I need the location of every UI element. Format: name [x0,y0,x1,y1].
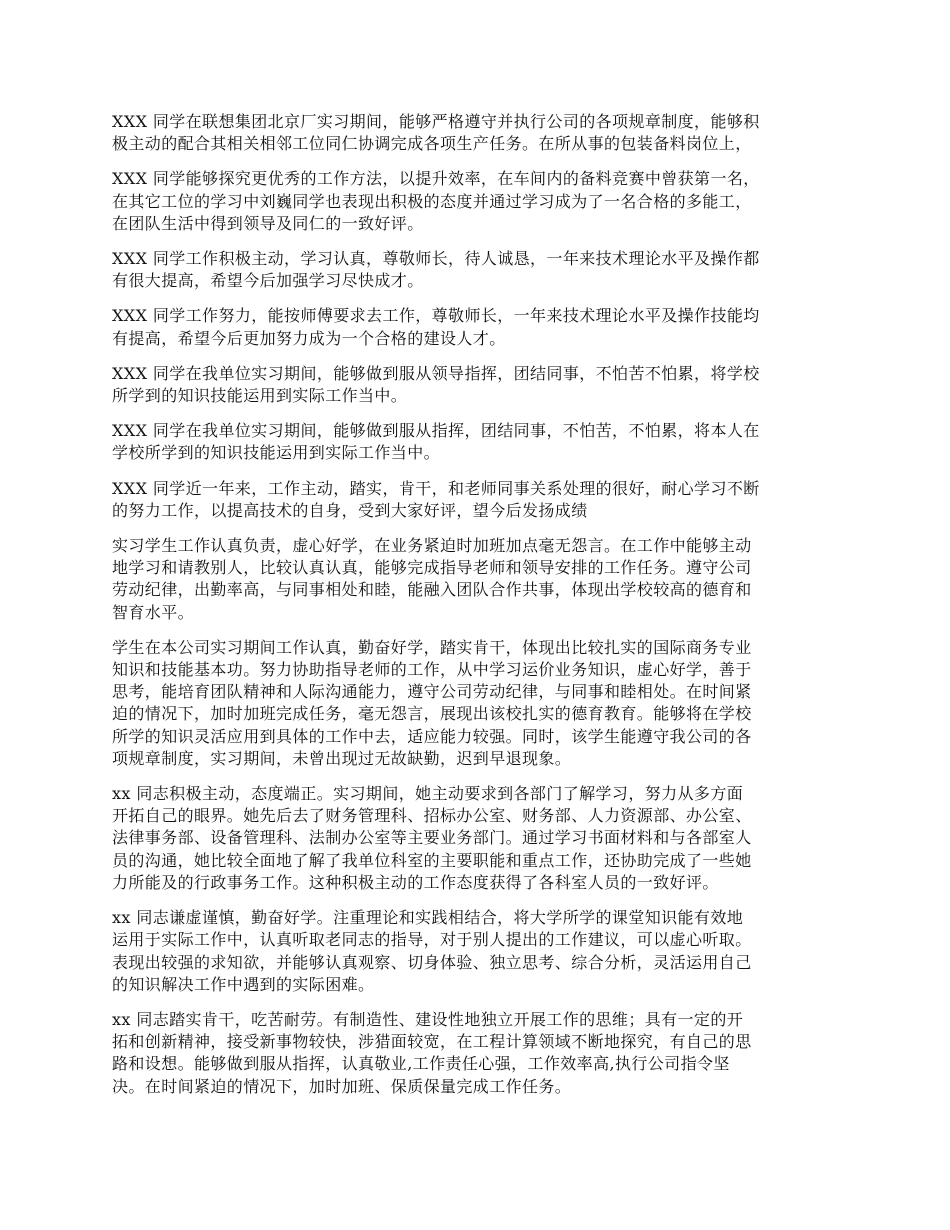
paragraph-line: 决。在时间紧迫的情况下，加时加班、保质保量完成工作任务。 [112,1076,572,1096]
paragraph-line: XXX 同学在我单位实习期间，能够做到服从领导指挥，团结同事，不怕苦不怕累，将学校 [112,363,760,383]
paragraph-line: 法律事务部、设备管理科、法制办公室等主要业务部门。通过学习书面材料和与各部室人 [112,828,752,848]
paragraph-line: xx 同志积极主动，态度端正。实习期间，她主动要求到各部门了解学习，努力从多方面 [112,784,744,804]
paragraph-line: 路和设想。能够做到服从指挥，认真敬业,工作责任心强，工作效率高,执行公司指令坚 [112,1054,730,1074]
paragraph-line: 开拓自己的眼界。她先后去了财务管理科、招标办公室、财务部、人力资源部、办公室、 [112,806,752,826]
paragraph-line: 学生在本公司实习期间工作认真，勤奋好学，踏实肯干，体现出比较扎实的国际商务专业 [112,637,752,657]
paragraph-4 [112,305,840,349]
paragraph-line: 表现出较强的求知欲，并能够认真观察、切身体验、独立思考、综合分析，灵活运用自己 [112,952,752,972]
paragraph-line: 智育水平。 [112,602,195,622]
paragraph-line: 的知识解决工作中遇到的实际困难。 [112,974,375,994]
paragraph-3 [112,248,840,292]
paragraph-7 [112,478,840,522]
paragraph-line: XXX 同学工作努力，能按师傅要求去工作，尊敬师长，一年来技术理论水平及操作技能均 [112,306,760,326]
paragraph-line: 迫的情况下，加时加班完成任务，毫无怨言，展现出该校扎实的德育教育。能够将在学校 [112,704,752,724]
paragraph-line: XXX 同学近一年来，工作主动，踏实，肯干，和老师同事关系处理的很好，耐心学习不断 [112,478,760,498]
paragraph-11 [112,907,840,996]
paragraph-line: 力所能及的行政事务工作。这种积极主动的工作态度获得了各科室人员的一致好评。 [112,872,719,892]
paragraph-line: 运用于实际工作中，认真听取老同志的指导，对于别人提出的工作建议，可以虚心听取。 [112,930,752,950]
paragraph-line: 的努力工作，以提高技术的自身，受到大家好评，望今后发扬成绩 [112,500,588,520]
paragraph-line: XXX 同学在联想集团北京厂实习期间，能够严格遵守并执行公司的各项规章制度，能够积 [112,112,760,131]
paragraph-line: XXX 同学在我单位实习期间，能够做到服从指挥，团结同事，不怕苦，不怕累，将本人在 [112,421,760,441]
paragraph-10 [112,783,840,894]
paragraph-5 [112,363,840,407]
paragraph-line: 劳动纪律，出勤率高，与同事相处和睦，能融入团队合作共事，体现出学校较高的德育和 [112,580,752,600]
paragraph-line: 所学的知识灵活应用到具体的工作中去，适应能力较强。同时，该学生能遵守我公司的各 [112,726,752,746]
paragraph-line: 地学习和请教别人，比较认真认真，能够完成指导老师和领导安排的工作任务。遵守公司 [112,558,752,578]
paragraph-2 [112,168,840,235]
paragraph-line: 极主动的配合其相关相邻工位同仁协调完成各项生产任务。在所从事的包装备料岗位上， [112,134,752,154]
paragraph-line: 有提高，希望今后更加努力成为一个合格的建设人才。 [112,328,506,348]
paragraph-line: 思考，能培育团队精神和人际沟通能力，遵守公司劳动纪律，与同事和睦相处。在时间紧 [112,682,752,702]
paragraph-line: 在团队生活中得到领导及同仁的一致好评。 [112,213,424,233]
paragraph-line: 项规章制度，实习期间，未曾出现过无故缺勤，迟到早退现象。 [112,748,572,768]
paragraph-line: xx 同志谦虚谨慎，勤奋好学。注重理论和实践相结合，将大学所学的课堂知识能有效地 [112,908,744,928]
paragraph-line: xx 同志踏实肯干，吃苦耐劳。有制造性、建设性地独立开展工作的思维；具有一定的开 [112,1009,744,1029]
paragraph-line: 所学到的知识技能运用到实际工作当中。 [112,386,408,406]
paragraph-6 [112,420,840,464]
paragraph-line: XXX 同学能够探究更优秀的工作方法，以提升效率，在车间内的备料竞赛中曾获第一名， [112,169,760,189]
paragraph-1 [112,111,840,155]
paragraph-line: 知识和技能基本功。努力协助指导老师的工作，从中学习运价业务知识，虚心好学，善于 [112,660,752,680]
document-body [112,111,840,1111]
paragraph-line: 有很大提高，希望今后加强学习尽快成才。 [112,271,424,291]
paragraph-line: 拓和创新精神，接受新事物较快，涉猎面较宽，在工程计算领域不断地探究，有自己的思 [112,1032,752,1052]
paragraph-8 [112,535,840,624]
paragraph-line: 学校所学到的知识技能运用到实际工作当中。 [112,443,441,463]
paragraph-line: 在其它工位的学习中刘巍同学也表现出积极的态度并通过学习成为了一名合格的多能工， [112,191,752,211]
paragraph-line: 员的沟通，她比较全面地了解了我单位科室的主要职能和重点工作，还协助完成了一些她 [112,850,752,870]
paragraph-9 [112,637,840,770]
paragraph-12 [112,1009,840,1098]
paragraph-line: XXX 同学工作积极主动，学习认真，尊敬师长，待人诚恳，一年来技术理论水平及操作都 [112,249,760,269]
paragraph-line: 实习学生工作认真负责，虚心好学，在业务紧迫时加班加点毫无怨言。在工作中能够主动 [112,536,752,556]
